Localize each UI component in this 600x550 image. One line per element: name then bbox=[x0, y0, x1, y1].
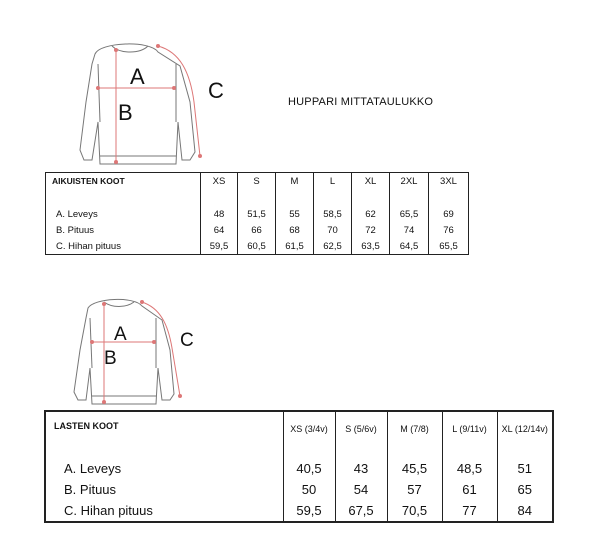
table-cell: 74 bbox=[390, 222, 429, 238]
size-header: XL bbox=[352, 173, 390, 207]
kids-size-table bbox=[44, 410, 554, 523]
table-cell: 62 bbox=[352, 206, 390, 222]
row-label: A. Leveys bbox=[64, 461, 122, 476]
table-cell: 70 bbox=[314, 222, 352, 238]
label-c: C bbox=[180, 330, 194, 351]
size-header: 3XL bbox=[429, 173, 469, 207]
label-b: B bbox=[104, 348, 117, 369]
page-title: HUPPARI MITTATAULUKKO bbox=[288, 96, 434, 108]
table-cell: 72 bbox=[352, 222, 390, 238]
table-cell: 64 bbox=[201, 222, 238, 238]
size-header: M (7/8) bbox=[387, 411, 442, 458]
size-header: XL (12/14v) bbox=[497, 411, 553, 458]
table-cell: 40,5 bbox=[283, 458, 335, 479]
label-c: C bbox=[208, 78, 224, 103]
row-label: B. Pituus bbox=[56, 224, 95, 236]
table-cell: 55 bbox=[276, 206, 314, 222]
table-cell: 59,5 bbox=[283, 500, 335, 522]
table-cell: 84 bbox=[497, 500, 553, 522]
table-cell: 48 bbox=[201, 206, 238, 222]
table-cell: 61 bbox=[442, 479, 497, 500]
size-header: 2XL bbox=[390, 173, 429, 207]
row-label: B. Pituus bbox=[64, 482, 117, 497]
table-cell: 61,5 bbox=[276, 238, 314, 255]
table-cell: 60,5 bbox=[238, 238, 276, 255]
size-header: L (9/11v) bbox=[442, 411, 497, 458]
row-label: A. Leveys bbox=[56, 208, 98, 220]
table-cell: 65,5 bbox=[429, 238, 469, 255]
row-label: C. Hihan pituus bbox=[56, 240, 121, 252]
table-row bbox=[45, 479, 553, 500]
table-header-row bbox=[45, 411, 553, 458]
table-cell: 77 bbox=[442, 500, 497, 522]
table-cell: 65 bbox=[497, 479, 553, 500]
table-cell: 50 bbox=[283, 479, 335, 500]
table-cell: 69 bbox=[429, 206, 469, 222]
table-row bbox=[46, 238, 469, 255]
table-cell: 62,5 bbox=[314, 238, 352, 255]
label-a: A bbox=[130, 64, 145, 89]
label-a: A bbox=[114, 324, 127, 345]
kids-sweatshirt-diagram bbox=[42, 290, 212, 410]
table-row bbox=[46, 206, 469, 222]
row-label: C. Hihan pituus bbox=[64, 503, 153, 518]
table-row bbox=[46, 222, 469, 238]
table-cell: 57 bbox=[387, 479, 442, 500]
size-header: S bbox=[238, 173, 276, 207]
table-cell: 45,5 bbox=[387, 458, 442, 479]
table-cell: 65,5 bbox=[390, 206, 429, 222]
table-cell: 63,5 bbox=[352, 238, 390, 255]
table-row bbox=[45, 500, 553, 522]
label-b: B bbox=[118, 100, 133, 125]
table-row bbox=[45, 458, 553, 479]
table-cell: 70,5 bbox=[387, 500, 442, 522]
table-cell: 51,5 bbox=[238, 206, 276, 222]
table-header-row bbox=[46, 173, 469, 207]
table-cell: 67,5 bbox=[335, 500, 387, 522]
table-cell: 68 bbox=[276, 222, 314, 238]
table-cell: 58,5 bbox=[314, 206, 352, 222]
size-header: L bbox=[314, 173, 352, 207]
size-header: S (5/6v) bbox=[335, 411, 387, 458]
size-header: XS bbox=[201, 173, 238, 207]
table-cell: 54 bbox=[335, 479, 387, 500]
table-cell: 43 bbox=[335, 458, 387, 479]
adult-size-table bbox=[45, 172, 469, 255]
table-title: LASTEN KOOT bbox=[54, 421, 119, 431]
size-header: XS (3/4v) bbox=[283, 411, 335, 458]
adult-sweatshirt-diagram bbox=[40, 32, 240, 172]
size-header: M bbox=[276, 173, 314, 207]
table-cell: 51 bbox=[497, 458, 553, 479]
table-cell: 66 bbox=[238, 222, 276, 238]
table-cell: 48,5 bbox=[442, 458, 497, 479]
table-cell: 76 bbox=[429, 222, 469, 238]
table-title: AIKUISTEN KOOT bbox=[52, 176, 125, 186]
table-cell: 59,5 bbox=[201, 238, 238, 255]
table-cell: 64,5 bbox=[390, 238, 429, 255]
